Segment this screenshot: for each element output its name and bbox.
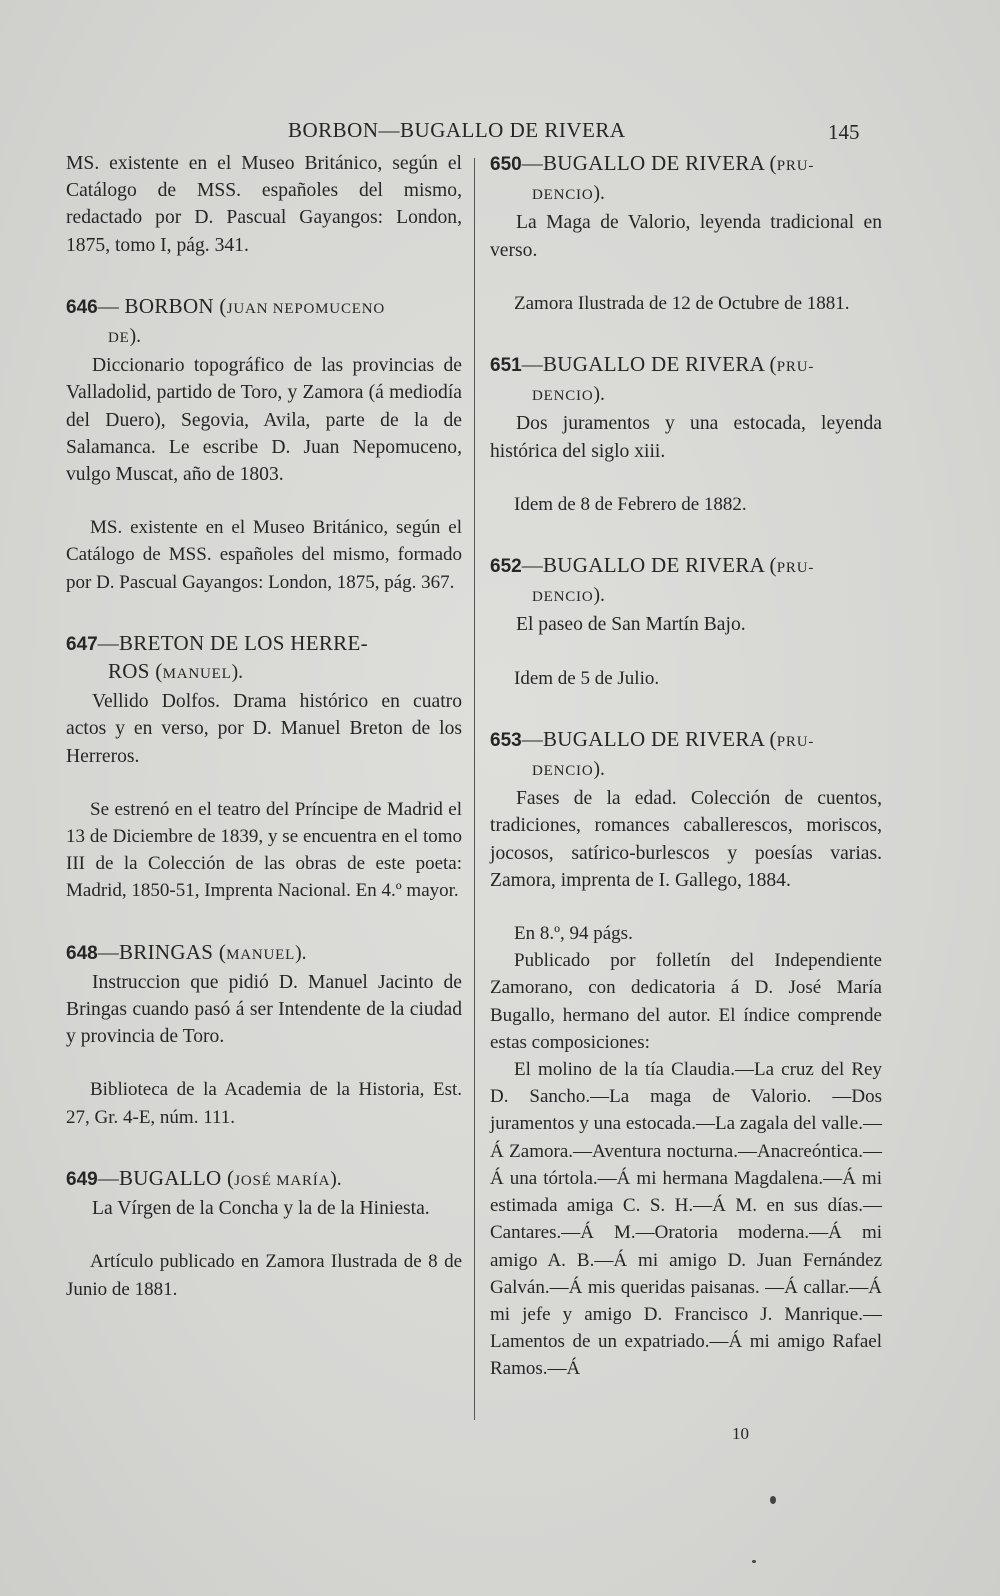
print-speck	[770, 1496, 776, 1504]
entry-author-given: JUAN NEPOMUCENO	[226, 300, 385, 317]
entry-651-note: Idem de 8 de Febrero de 1882.	[514, 493, 747, 515]
running-head: BORBON—BUGALLO DE RIVERA	[288, 118, 626, 142]
entry-author: —BUGALLO DE RIVERA (	[521, 726, 777, 751]
entry-652-note: Idem de 5 de Julio.	[514, 667, 660, 689]
entry-author-given: PRU-	[776, 733, 815, 750]
entry-author-given: MANUEL	[226, 946, 296, 963]
entry-author: —BUGALLO DE RIVERA (	[521, 151, 777, 175]
entry-653-format: En 8.º, 94 págs.	[514, 923, 633, 945]
entry-number: 652	[490, 556, 522, 578]
entry-author-given-cont: DE	[108, 330, 130, 347]
entry-649-title: La Vírgen de la Concha y la de la Hiniesta.	[92, 1198, 430, 1220]
entry-647-note: Se estrenó en el teatro del Príncipe de Madrid el 13 de Diciembre de 1839, y se encuentra en el tomo III de la Colección de las obras de este poeta: Madrid, 1850-51, Imprenta Nacional. En 4.º mayor.	[66, 798, 462, 902]
entry-653-publication: Publicado por folletín del Independiente Zamorano, con dedicatoria á D. José María Bugallo, hermano del autor. El índice comprende estas composiciones:	[490, 950, 882, 1053]
entry-646-title: Diccionario topográfico de las provincias de Valladolid, partido de Toro, y Zamora (á mediodía del Duero), Segovia, Avila, parte de la de Salamanca. Le escribe D. Juan Nepomuceno, vulgo Muscat, año de 1803.	[66, 355, 462, 486]
entry-author-given: MANUEL	[162, 666, 232, 683]
entry-author-given: PRU-	[776, 158, 815, 174]
entry-652-heading: 652—BUGALLO DE RIVERA (PRU- DENCIO).	[490, 553, 815, 607]
entry-author-given: JOSÉ MARÍA	[234, 1172, 331, 1189]
entry-author-given: PRU-	[776, 359, 815, 376]
entry-647-title: Vellido Dolfos. Drama histórico en cuatro actos y en verso, por D. Manuel Breton de los Herreros.	[66, 691, 462, 767]
entry-650-note: Zamora Ilustrada de 12 de Octubre de 1881.	[514, 292, 850, 314]
entry-number: 647	[66, 633, 98, 655]
entry-author: —BRINGAS (	[97, 939, 227, 964]
signature-mark: 10	[732, 1424, 749, 1443]
entry-653-contents: El molino de la tía Claudia.—La cruz del Rey D. Sancho.—La maga de Valorio. —Dos juramentos y una estocada.—La zagala del valle.—Á Zamora.—Aventura nocturna.—Anacreóntica.—Á una tórtola.—Á mi hermana Magdalena.—Á mi estimada amiga C. S. H.—Á M. en sus días.—Cantares.—Á M.—Oratoria moderna.—Á mi amigo A. B.—Á mi amigo D. Juan Fernández Galván.—Á mis queridas paisanas. —Á callar.—Á mi jefe y amigo D. Francisco J. Manrique.—Lamentos de un expatriado.—Á mi amigo Rafael Ramos.—Á	[490, 1059, 882, 1380]
entry-author: — BORBON (	[97, 293, 227, 318]
entry-author-given: PRU-	[776, 560, 815, 577]
entry-648-title: Instruccion que pidió D. Manuel Jacinto de Bringas cuando pasó á ser Intendente de la ciudad y provincia de Toro.	[66, 971, 462, 1048]
entry-author: —BUGALLO DE RIVERA (	[521, 553, 777, 578]
entry-author: —BRETON DE LOS HERRE-	[97, 630, 368, 655]
entry-number: 646	[66, 296, 98, 318]
entry-646-note: MS. existente en el Museo Británico, según el Catálogo de MSS. españoles del mismo, formado por D. Pascual Gayangos: London, 1875, pág. 367.	[66, 517, 462, 593]
entry-653-heading: 653—BUGALLO DE RIVERA (PRU- DENCIO).	[490, 726, 815, 781]
entry-651-title: Dos juramentos y una estocada, leyenda histórica del siglo xiii.	[490, 413, 882, 462]
entry-647-heading: 647—BRETON DE LOS HERRE- ROS (MANUEL).	[66, 630, 368, 684]
entry-653-title: Fases de la edad. Colección de cuentos, tradiciones, romances caballerescos, moriscos, jocosos, satírico-burlescos y poesías varias. Zamora, imprenta de I. Gallego, 1884.	[490, 788, 882, 891]
entry-number: 651	[490, 355, 522, 377]
entry-author: —BUGALLO DE RIVERA (	[521, 352, 777, 377]
entry-646-heading: 646— BORBON (JUAN NEPOMUCENO DE).	[66, 293, 385, 348]
entry-651-heading: 651—BUGALLO DE RIVERA (PRU- DENCIO).	[490, 352, 815, 406]
right-column	[490, 150, 882, 1383]
column-rule	[474, 158, 475, 1420]
entry-650-title: La Maga de Valorio, leyenda tradicional en verso.	[490, 212, 882, 261]
entry-652-title: El paseo de San Martín Bajo.	[516, 614, 746, 636]
entry-648-note: Biblioteca de la Academia de la Historia, Est. 27, Gr. 4-E, núm. 111.	[66, 1079, 462, 1128]
entry-650-heading: 650—BUGALLO DE RIVERA (PRU- DENCIO).	[490, 151, 815, 205]
entry-number: 648	[66, 942, 98, 964]
left-column	[66, 150, 462, 1303]
entry-649-heading: 649—BUGALLO (JOSÉ MARÍA).	[66, 1165, 342, 1190]
entry-649-note: Artículo publicado en Zamora Ilustrada de 8 de Junio de 1881.	[66, 1251, 462, 1300]
entry-648-heading: 648—BRINGAS (MANUEL).	[66, 939, 307, 964]
page-number: 145	[828, 120, 860, 144]
entry-number: 649	[66, 1168, 98, 1190]
print-speck	[752, 1560, 756, 1563]
entry-number: 650	[490, 154, 522, 175]
entry-author: —BUGALLO (	[97, 1165, 235, 1190]
intro-note: MS. existente en el Museo Británico, según el Catálogo de MSS. españoles del mismo, redactado por D. Pascual Gayangos: London, 1875, tomo I, pág. 341.	[66, 153, 462, 256]
entry-number: 653	[490, 729, 522, 751]
